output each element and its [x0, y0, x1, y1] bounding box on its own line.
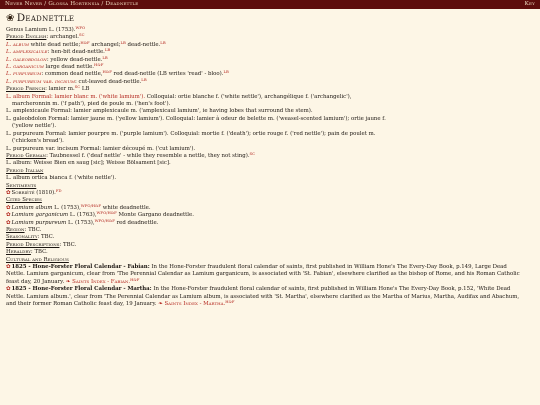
- english-lead: : archangel.: [46, 34, 80, 41]
- french-row-text: L. galeobdolon Formal: lamier jaune m. ('yellow lamium'). Colloquial: lamier à odeur de belette m. ('weasel-scented lamium'); ortie jaune f.: [6, 115, 386, 122]
- french-row-text: L. amplexicaule Formal: lamier amplexicaule m. ('amplexicaul lamium', ie having lobes that surround the stem).: [6, 108, 313, 115]
- ref-link[interactable]: H&F: [225, 299, 235, 305]
- heraldry-line: [6, 249, 534, 256]
- breadcrumb-separator: /: [44, 1, 47, 7]
- top-navigation-bar: [0, 0, 540, 9]
- ref-link[interactable]: LB: [102, 54, 108, 60]
- french-row: [6, 146, 534, 153]
- english-row-text: : cut-leaved dead-nettle.: [75, 78, 142, 85]
- link-icon: ❧: [65, 278, 71, 285]
- english-row-text: archangel;: [89, 41, 121, 48]
- species-latin-name: Lamium album: [11, 204, 53, 211]
- english-row-text: : yellow dead-nettle.: [46, 56, 103, 63]
- ref-link[interactable]: WFO/H&F: [80, 202, 102, 208]
- french-row-text: ('yellow nettle').: [12, 123, 57, 130]
- species-common-name: red deadnettle.: [114, 219, 159, 226]
- sentiment-tail: (1810).: [34, 189, 56, 196]
- french-row: [6, 94, 534, 101]
- french-row-text: marcheronnin m. ('f path'), pied de poule m. ('hen's foot').: [12, 101, 171, 108]
- english-row-text: large dead nettle.: [43, 64, 95, 71]
- cultural-heading-line: [6, 257, 534, 264]
- cultural-entry-title: 1825 - Hone-Forster Floral Calendar - Fabian:: [11, 264, 150, 270]
- sentiments-heading-line: [6, 183, 534, 190]
- species-name: L. amplexicaule: [6, 49, 48, 56]
- species-common-name: Monte Gargano deadnettle.: [116, 212, 194, 219]
- bullet-icon: ✿: [6, 189, 11, 196]
- ref-link[interactable]: LB: [141, 76, 147, 82]
- french-lead-ref[interactable]: SC: [74, 84, 81, 90]
- english-heading: Period English: [6, 34, 47, 41]
- french-row: [6, 138, 534, 145]
- heraldry-heading: Heraldry: [6, 249, 31, 256]
- page-title: [6, 12, 534, 25]
- species-latin-name: Lamium purpureum: [11, 219, 67, 226]
- descriptions-line: [6, 242, 534, 249]
- french-row: [6, 123, 534, 130]
- french-row-text: L. purpureum Formal: lamier pourpre m. ('purple lamium'). Colloquial: mortie f. ('death'); ortie rouge f. ('red nettle'); pain de poulet m.: [6, 130, 376, 137]
- flower-icon: ❀: [6, 13, 15, 24]
- species-authority: L. (1753),: [52, 204, 81, 211]
- species-authority: L. (1753),: [66, 219, 95, 226]
- breadcrumb: [5, 0, 138, 9]
- english-row: [6, 49, 534, 56]
- french-row: [6, 131, 534, 138]
- english-row-text: : hen-bit dead-nettle.: [47, 49, 105, 56]
- german-album-line: [6, 160, 534, 167]
- ref-link[interactable]: LB: [104, 47, 111, 53]
- ref-link[interactable]: LB: [120, 39, 126, 45]
- cultural-heading: Cultural and Religious: [6, 256, 69, 263]
- ref-link[interactable]: WFO/H&F: [96, 210, 117, 216]
- region-value: : TBC.: [24, 226, 42, 233]
- bullet-icon: ✿: [6, 286, 11, 293]
- english-row-text: white dead nettle;: [28, 41, 81, 48]
- saints-index-martha-link[interactable]: Saints Index - Martha.: [164, 301, 226, 308]
- english-row: [6, 71, 534, 78]
- species-item: [6, 217, 534, 227]
- ref-link[interactable]: WFO/H&F: [94, 217, 115, 223]
- cultural-entry-text: In the Hone-Forster fraudulent floral calendar of saints, first published in William Hone's The Every-Day Book, p.149, Large Dead Nettle. Lamium garganicum, clear from 'The Perennial Calendar as Lamium garganicum, is associated with 'St. Fabian', elsewhere clarified as the bishop of Rome, and his Roman Catholic feast day, 20 January.: [6, 264, 520, 285]
- species-name: L. garganicum: [6, 64, 44, 71]
- cultural-entry: [6, 286, 526, 308]
- species-latin-name: Lamium garganicum: [11, 212, 69, 219]
- species-name: L. purpureum var. incisum: [6, 78, 75, 85]
- english-row: [6, 54, 534, 64]
- german-album-text: L. album: Weisse Bien en saug [sic]; Weisse Bölsament [sic].: [6, 160, 171, 167]
- ref-link[interactable]: H&F: [80, 39, 90, 45]
- region-line: [6, 227, 534, 234]
- italian-album-text: L. album ortica bianca f. ('white nettle').: [6, 175, 117, 182]
- species-item: [6, 212, 534, 219]
- seasonality-heading: Seasonality: [6, 234, 38, 241]
- german-heading: Period German: [6, 152, 47, 159]
- ref-link[interactable]: H&F: [94, 62, 104, 68]
- french-lead-tail: LB: [80, 86, 90, 93]
- bullet-icon: ✿: [6, 204, 11, 211]
- species-common-name: white deadnettle.: [101, 204, 151, 211]
- sentiments-item: [6, 187, 534, 197]
- french-lead: : lamier m.: [45, 86, 75, 93]
- cultural-entry-text: In the Hone-Forster fraudulent floral calendar of saints, first published in William Hone's The Every-Day Book, p.152, 'White Dead Nettle. Lamium album.', clear from 'The Perennial Calendar as Lamium album, is associated with 'St. Martha', elsewhere clarified as the Martha of Marius, Martha, Audifax and Abachum, and their former Roman Catholic feast day, 19 January.: [6, 286, 520, 308]
- seasonality-line: [6, 234, 534, 241]
- genus-line: [6, 27, 534, 34]
- page-title-text: Deadnettle: [16, 12, 75, 24]
- link-icon: ❧: [158, 301, 163, 308]
- english-lead-ref[interactable]: SC: [79, 32, 85, 38]
- french-row-text: ('chicken's bread').: [12, 138, 64, 145]
- species-name: L. galeobdolon: [6, 56, 47, 63]
- french-row-text: Colloquial: ortie blanche f. ('white nettle'),: [145, 93, 263, 100]
- seasonality-value: : TBC.: [37, 234, 55, 241]
- english-row-text: dead-nettle.: [125, 41, 161, 48]
- saints-index-fabian-link[interactable]: Saints Index - Fabian.: [72, 278, 131, 285]
- species-name: L. purpureum: [6, 71, 42, 78]
- cultural-entry-title: 1825 - Hone-Forster Floral Calendar - Martha:: [11, 286, 152, 293]
- bullet-icon: ✿: [6, 219, 11, 226]
- bullet-icon: ✿: [6, 212, 11, 219]
- ref-link[interactable]: LB: [223, 69, 229, 75]
- french-row: [6, 116, 534, 123]
- ref-link[interactable]: H&F: [102, 69, 112, 75]
- breadcrumb-current: Deadnettle: [105, 1, 139, 7]
- breadcrumb-never-never[interactable]: Never Never: [5, 1, 43, 7]
- genus-ref[interactable]: WFO: [75, 25, 86, 30]
- descriptions-heading: Period Descriptions: [6, 241, 60, 248]
- german-heading-line: [6, 150, 534, 160]
- article: [0, 9, 540, 308]
- descriptions-value: : TBC.: [59, 241, 77, 248]
- ref-link[interactable]: LB: [160, 39, 166, 45]
- french-row-text: L. album Formal: lamier blanc m. ('white lamium').: [6, 93, 146, 100]
- heraldry-value: : TBC.: [30, 249, 48, 256]
- bullet-icon: ✿: [6, 264, 11, 270]
- french-heading-line: [6, 86, 534, 93]
- italian-heading: Period Italian: [6, 167, 44, 174]
- region-heading: Region: [6, 226, 25, 233]
- english-row-text: red dead-nettle (LB writes 'read' - bloo).: [111, 71, 224, 78]
- species-heading: Cited Species: [6, 197, 42, 204]
- french-heading: Period French: [6, 86, 46, 93]
- breadcrumb-glossa-hortensia[interactable]: Glossa Hortensia: [48, 1, 100, 7]
- species-name: L. album: [6, 41, 29, 48]
- german-ref[interactable]: SC: [249, 150, 256, 156]
- genus-text: Genus Lamium L. (1753).: [6, 27, 76, 33]
- french-row-text: L. purpureum var. incisum Formal: lamier découpé m. ('cut lamium').: [6, 145, 196, 152]
- breadcrumb-separator: /: [101, 1, 104, 7]
- french-row: [6, 108, 534, 115]
- italian-heading-line: [6, 168, 534, 175]
- sentiment-name: Sobriété: [11, 189, 35, 196]
- species-authority: L. (1763),: [68, 212, 97, 219]
- key-link[interactable]: Key: [524, 1, 535, 7]
- italian-album-line: [6, 175, 534, 182]
- german-text: : Taubnessel f. ('deaf nettle' - while they resemble a nettle, they not sting).: [46, 152, 250, 159]
- cultural-entry: [6, 264, 526, 286]
- ref-link[interactable]: H&F: [130, 276, 140, 282]
- english-row-text: : common dead nettle,: [41, 71, 103, 78]
- sentiments-heading: Sentiments: [6, 182, 37, 189]
- ref-link[interactable]: FD: [55, 187, 62, 193]
- french-row-text: archangélique f. ('archangelic'),: [262, 93, 352, 100]
